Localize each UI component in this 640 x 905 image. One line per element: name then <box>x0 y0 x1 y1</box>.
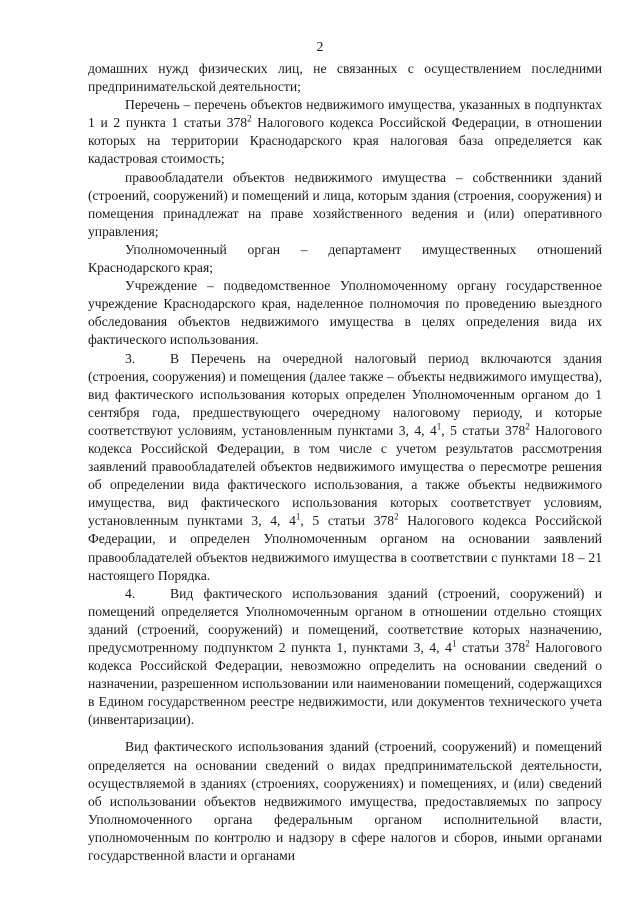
paragraph <box>88 241 602 277</box>
paragraph <box>88 738 602 865</box>
document-body <box>88 60 602 865</box>
paragraph <box>88 96 602 168</box>
paragraph-text: Вид фактического использования зданий (строений, сооружений) и помещений определяется Уполномоченным органом в отношении отдельно стоящих зданий (строений, сооружений) и помещений, соответствие которых назначению, предусмотренному подпунктом 2 пункта 1, пунктами 3, 4, $4^1$ статьи $378^2$ Налогового кодекса Российской Федерации, невозможно определить на основании сведений о назначении, разрешенном использовании или наименовании помещений, содержащихся в Едином государственном реестре недвижимости, или документов технического учета (инвентаризации). <box>88 585 602 728</box>
paragraph <box>88 169 602 241</box>
paragraph-text: В Перечень на очередной налоговый период включаются здания (строения, сооружения) и помещения (далее также – объекты недвижимого имущества), вид фактического использования которых определен Уполномоченным органом до 1 сентября года, предшествующего очередному налоговому периоду, и которые соответствуют условиям, установленным пунктами 3, 4, $4^1$, 5 статьи $378^2$ Налогового кодекса Российской Федерации, в том числе с учетом результатов рассмотрения заявлений правообладателей объектов недвижимого имущества о пересмотре решения об определении вида фактического использования, а также объекты недвижимого имущества, вид фактического использования которых соответствует условиям, установленным пунктами 3, 4, $4^1$, 5 статьи $378^2$ Налогового кодекса Российской Федерации, и определен Уполномоченным органом на основании заявлений правообладателей объектов недвижимого имущества в соответствии с пунктами 18 – 21 настоящего Порядка. <box>88 350 603 583</box>
paragraph-text: правообладатели объектов недвижимого имущества – собственники зданий (строений, сооружений) и помещений и лица, которым здания (строения, сооружения) и помещения принадлежат на праве хозяйственного ведения и (или) оперативного управления; <box>88 169 602 239</box>
paragraph-text: Перечень – перечень объектов недвижимого имущества, указанных в подпунктах 1 и 2 пункта 1 статьи $378^2$ Налогового кодекса Российской Федерации, в отношении которых на территории Краснодарского края налоговая база определяется как кадастровая стоимость; <box>88 97 602 167</box>
page-number: 2 <box>316 40 324 55</box>
paragraph <box>88 585 602 730</box>
paragraph <box>88 277 602 349</box>
paragraph-number: 4. <box>125 585 136 601</box>
paragraph <box>88 60 602 96</box>
paragraph-text: Учреждение – подведомственное Уполномоченному органу государственное учреждение Краснодарского края, наделенное полномочия по проведению выездного обследования объектов недвижимого имущества в целях определения вида их фактического использования. <box>88 278 602 348</box>
paragraph-number: 3. <box>125 350 136 366</box>
paragraph-text: Уполномоченный орган – департамент имущественных отношений Краснодарского края; <box>88 241 602 276</box>
paragraph-text: домашних нужд физических лиц, не связанных с осуществлением последними предпринимательской деятельности; <box>88 61 602 95</box>
paragraph <box>88 350 602 585</box>
paragraph-text: Вид фактического использования зданий (строений, сооружений) и помещений определяется на основании сведений о видах предпринимательской деятельности, осуществляемой в зданиях (строениях, сооружениях) и помещениях, и (или) сведений об использовании объектов недвижимого имущества, предоставляемых по запросу Уполномоченного органа федеральным органом исполнительной власти, уполномоченным по контролю и надзору в сфере налогов и сборов, иными органами государственной власти и органами <box>88 739 602 864</box>
